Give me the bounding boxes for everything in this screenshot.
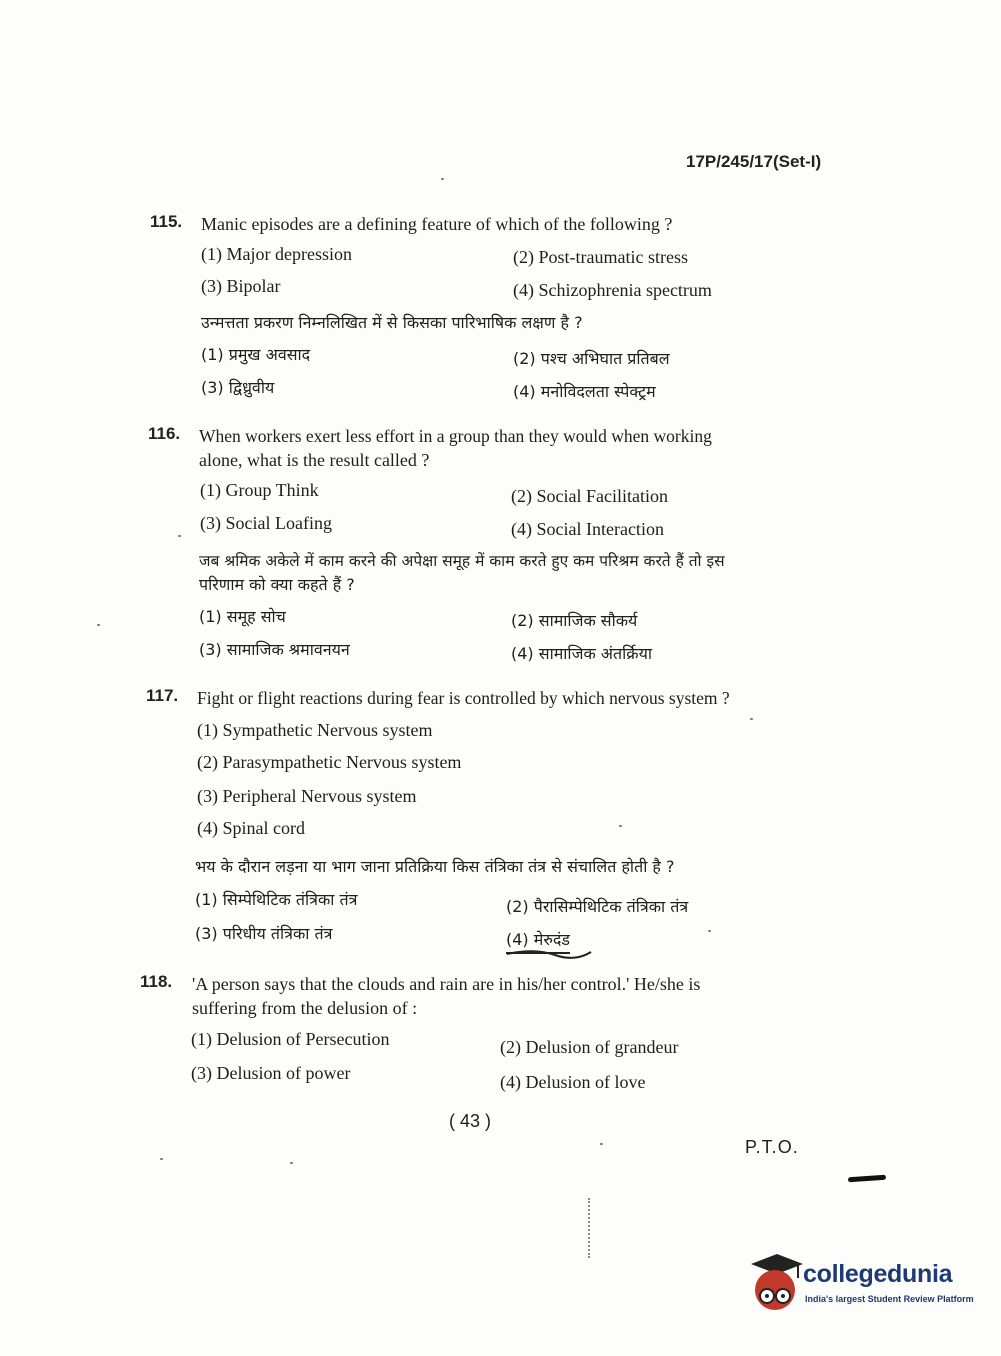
hindi-option-115-2: (2) पश्च अभिघात प्रतिबल [513,349,670,368]
scan-speck [750,718,753,720]
hindi-option-117-1: (1) सिम्पेथिटिक तंत्रिका तंत्र [195,890,358,909]
option-116-1: (1) Group Think [200,480,319,500]
option-117-1: (1) Sympathetic Nervous system [197,720,433,740]
hindi-option-115-4: (4) मनोविदलता स्पेक्ट्रम [513,382,656,401]
pto-label: P.T.O. [745,1137,799,1157]
option-115-4: (4) Schizophrenia spectrum [513,280,712,300]
hindi-option-116-3: (3) सामाजिक श्रमावनयन [199,640,350,659]
option-116-3: (3) Social Loafing [200,513,332,533]
option-116-4: (4) Social Interaction [511,519,664,539]
option-115-2: (2) Post-traumatic stress [513,247,688,267]
hindi-option-116-2: (2) सामाजिक सौकर्य [511,611,638,630]
page-number: ( 43 ) [449,1111,492,1131]
scan-speck [600,1143,603,1145]
hindi-option-115-1: (1) प्रमुख अवसाद [201,345,311,364]
question-number-118: 118. [140,972,173,991]
hindi-question-117: भय के दौरान लड़ना या भाग जाना प्रतिक्रिया किस तंत्रिका तंत्र से संचालित होती है ? [195,857,675,876]
option-118-3: (3) Delusion of power [191,1063,351,1083]
collegedunia-watermark [743,1254,974,1316]
scan-mark [848,1175,886,1183]
scan-speck [441,178,444,180]
question-text-116-line1: When workers exert less effort in a group than they would when working [199,426,712,446]
option-116-2: (2) Social Facilitation [511,486,668,506]
question-text-118-line1: 'A person says that the clouds and rain are in his/her control.' He/she is [192,974,701,994]
hindi-option-117-2: (2) पैरासिम्पेथिटिक तंत्रिका तंत्र [506,897,689,916]
option-118-1: (1) Delusion of Persecution [191,1029,390,1049]
scan-speck [290,1162,293,1164]
paper-code: 17P/245/17(Set-I) [686,152,822,171]
scan-speck [160,1158,163,1160]
question-number-115: 115. [150,212,183,231]
hindi-option-115-3: (3) द्विध्रुवीय [201,378,275,397]
hindi-question-116-line2: परिणाम को क्या कहते हैं ? [199,575,355,594]
option-115-3: (3) Bipolar [201,276,281,296]
question-text-115: Manic episodes are a defining feature of which of the following ? [201,214,673,234]
scan-speck [178,535,181,537]
option-117-4: (4) Spinal cord [197,818,305,838]
brand-name: collegedunia [803,1260,953,1288]
question-text-117: Fight or flight reactions during fear is controlled by which nervous system ? [197,688,730,708]
hindi-option-116-1: (1) समूह सोच [199,607,286,626]
question-text-116-line2: alone, what is the result called ? [199,450,430,470]
option-117-2: (2) Parasympathetic Nervous system [197,752,462,772]
scan-speck [619,825,622,827]
hindi-option-116-4: (4) सामाजिक अंतर्क्रिया [511,644,653,663]
scan-speck [97,624,100,626]
option-118-4: (4) Delusion of love [500,1072,646,1092]
hindi-question-116-line1: जब श्रमिक अकेले में काम करने की अपेक्षा समूह में काम करते हुए कम परिश्रम करते हैं तो इस [199,552,725,570]
hindi-question-115: उन्मत्तता प्रकरण निम्नलिखित में से किसका पारिभाषिक लक्षण है ? [201,313,583,332]
brand-tagline: India's largest Student Review Platform [805,1294,974,1304]
handwritten-underline [505,946,595,960]
question-text-118-line2: suffering from the delusion of : [192,998,418,1018]
question-number-117: 117. [146,686,179,705]
hindi-option-117-4: (4) मेरुदंड [506,928,570,954]
option-115-1: (1) Major depression [201,244,352,264]
scan-speck [708,930,711,932]
question-number-116: 116. [148,424,181,443]
mascot-icon [743,1254,803,1316]
option-117-3: (3) Peripheral Nervous system [197,786,417,806]
option-118-2: (2) Delusion of grandeur [500,1037,679,1057]
scan-streak [588,1198,590,1258]
hindi-option-117-3: (3) परिधीय तंत्रिका तंत्र [195,924,333,943]
